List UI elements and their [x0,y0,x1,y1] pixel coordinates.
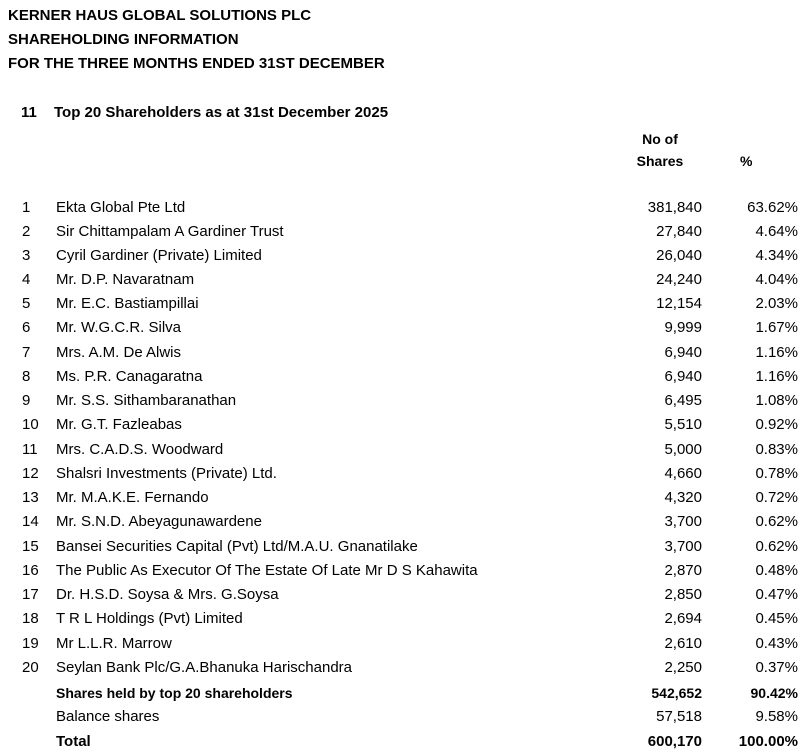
table-row [0,535,812,559]
table-row [0,220,812,244]
percent-cell: 0.62% [755,513,798,530]
rank-cell: 20 [22,659,39,676]
percent-cell: 4.64% [755,223,798,240]
rank-cell: 3 [22,247,31,264]
shares-cell: 12,154 [656,295,702,312]
shares-cell: 3,700 [664,538,702,555]
balance-shares: 57,518 [656,708,702,725]
table-row [0,341,812,365]
rank-cell: 2 [22,223,31,240]
table-row [0,365,812,389]
shares-cell: 2,694 [664,610,702,627]
name-cell: Shalsri Investments (Private) Ltd. [56,465,277,482]
table-row [0,510,812,534]
total-shares: 600,170 [647,733,702,750]
table-row [0,292,812,316]
table-row [0,438,812,462]
rank-cell: 6 [22,319,31,336]
percent-cell: 1.16% [755,344,798,361]
name-cell: Mr. S.N.D. Abeyagunawardene [56,513,262,530]
rank-cell: 4 [22,271,31,288]
table-row [0,656,812,680]
balance-percent: 9.58% [755,708,798,725]
top20-shares: 542,652 [651,685,702,701]
table-row [0,583,812,607]
rank-cell: 11 [22,441,38,458]
rank-cell: 10 [22,416,39,433]
name-cell: Mr. S.S. Sithambaranathan [56,392,237,409]
name-cell: T R L Holdings (Pvt) Limited [56,610,243,627]
section-heading [21,104,388,121]
table-row [0,316,812,340]
table-row [0,389,812,413]
name-cell: Cyril Gardiner (Private) Limited [56,247,262,264]
report-subtitle: SHAREHOLDING INFORMATION [8,31,239,48]
percent-cell: 2.03% [755,295,798,312]
percent-cell: 0.72% [755,489,798,506]
shares-cell: 2,850 [664,586,702,603]
name-cell: Seylan Bank Plc/G.A.Bhanuka Harischandra [56,659,352,676]
shares-cell: 26,040 [656,247,702,264]
name-cell: Dr. H.S.D. Soysa & Mrs. G.Soysa [56,586,279,603]
section-number: 11 [21,104,37,121]
total-row [0,730,812,754]
table-row [0,268,812,292]
rank-cell: 5 [22,295,31,312]
name-cell: Ms. P.R. Canagaratna [56,368,203,385]
rank-cell: 18 [22,610,39,627]
percent-cell: 0.47% [755,586,798,603]
name-cell: Mrs. A.M. De Alwis [56,344,182,361]
percent-cell: 1.16% [755,368,798,385]
shares-column-header [618,128,702,172]
rank-cell: 16 [22,562,39,579]
name-cell: Mrs. C.A.D.S. Woodward [56,441,224,458]
rank-cell: 15 [22,538,39,555]
table-row [0,196,812,220]
shares-cell: 2,870 [664,562,702,579]
rank-cell: 13 [22,489,39,506]
percent-column-header: % [740,153,753,169]
shares-cell: 27,840 [656,223,702,240]
shares-cell: 381,840 [647,199,702,216]
balance-label: Balance shares [56,708,160,725]
name-cell: Mr. E.C. Bastiampillai [56,295,199,312]
name-cell: Mr. M.A.K.E. Fernando [56,489,209,506]
report-period: FOR THE THREE MONTHS ENDED 31ST DECEMBER [8,55,385,72]
shares-cell: 2,250 [664,659,702,676]
table-row [0,632,812,656]
shares-cell: 6,495 [664,392,702,409]
shares-cell: 4,320 [664,489,702,506]
percent-cell: 0.83% [755,441,798,458]
top20-summary-row [0,681,812,705]
shares-cell: 3,700 [664,513,702,530]
company-name: KERNER HAUS GLOBAL SOLUTIONS PLC [8,7,312,24]
rank-cell: 19 [22,635,39,652]
table-row [0,607,812,631]
percent-cell: 0.45% [755,610,798,627]
rank-cell: 1 [22,199,31,216]
rank-cell: 12 [22,465,39,482]
percent-cell: 0.78% [755,465,798,482]
table-row [0,462,812,486]
table-row [0,559,812,583]
shares-header-line2: Shares [636,153,684,169]
percent-cell: 63.62% [747,199,798,216]
top20-percent: 90.42% [750,685,798,701]
percent-cell: 1.67% [755,319,798,336]
section-title: Top 20 Shareholders as at 31st December 2025 [54,104,389,121]
name-cell: Mr. G.T. Fazleabas [56,416,182,433]
percent-cell: 0.37% [755,659,798,676]
percent-cell: 0.62% [755,538,798,555]
table-row [0,244,812,268]
rank-cell: 8 [22,368,31,385]
percent-cell: 1.08% [755,392,798,409]
name-cell: Mr. D.P. Navaratnam [56,271,195,288]
table-row [0,486,812,510]
balance-row [0,705,812,729]
shares-cell: 4,660 [664,465,702,482]
name-cell: The Public As Executor Of The Estate Of Late Mr D S Kahawita [56,562,478,579]
shares-cell: 9,999 [664,319,702,336]
shares-cell: 6,940 [664,344,702,361]
rank-cell: 7 [22,344,31,361]
shares-cell: 2,610 [664,635,702,652]
name-cell: Ekta Global Pte Ltd [56,199,186,216]
top20-label: Shares held by top 20 shareholders [56,685,293,701]
percent-cell: 0.92% [755,416,798,433]
rank-cell: 9 [22,392,31,409]
name-cell: Mr. W.G.C.R. Silva [56,319,182,336]
percent-cell: 4.04% [755,271,798,288]
table-row [0,413,812,437]
shares-cell: 6,940 [664,368,702,385]
name-cell: Sir Chittampalam A Gardiner Trust [56,223,284,240]
shares-cell: 24,240 [656,271,702,288]
total-percent: 100.00% [738,733,798,750]
rank-cell: 17 [22,586,39,603]
rank-cell: 14 [22,513,39,530]
name-cell: Bansei Securities Capital (Pvt) Ltd/M.A.U. Gnanatilake [56,538,418,555]
shares-cell: 5,000 [664,441,702,458]
percent-cell: 0.48% [755,562,798,579]
total-label: Total [56,733,91,750]
percent-cell: 4.34% [755,247,798,264]
shares-header-line1: No of [642,131,678,147]
percent-cell: 0.43% [755,635,798,652]
name-cell: Mr L.L.R. Marrow [56,635,172,652]
shares-cell: 5,510 [664,416,702,433]
